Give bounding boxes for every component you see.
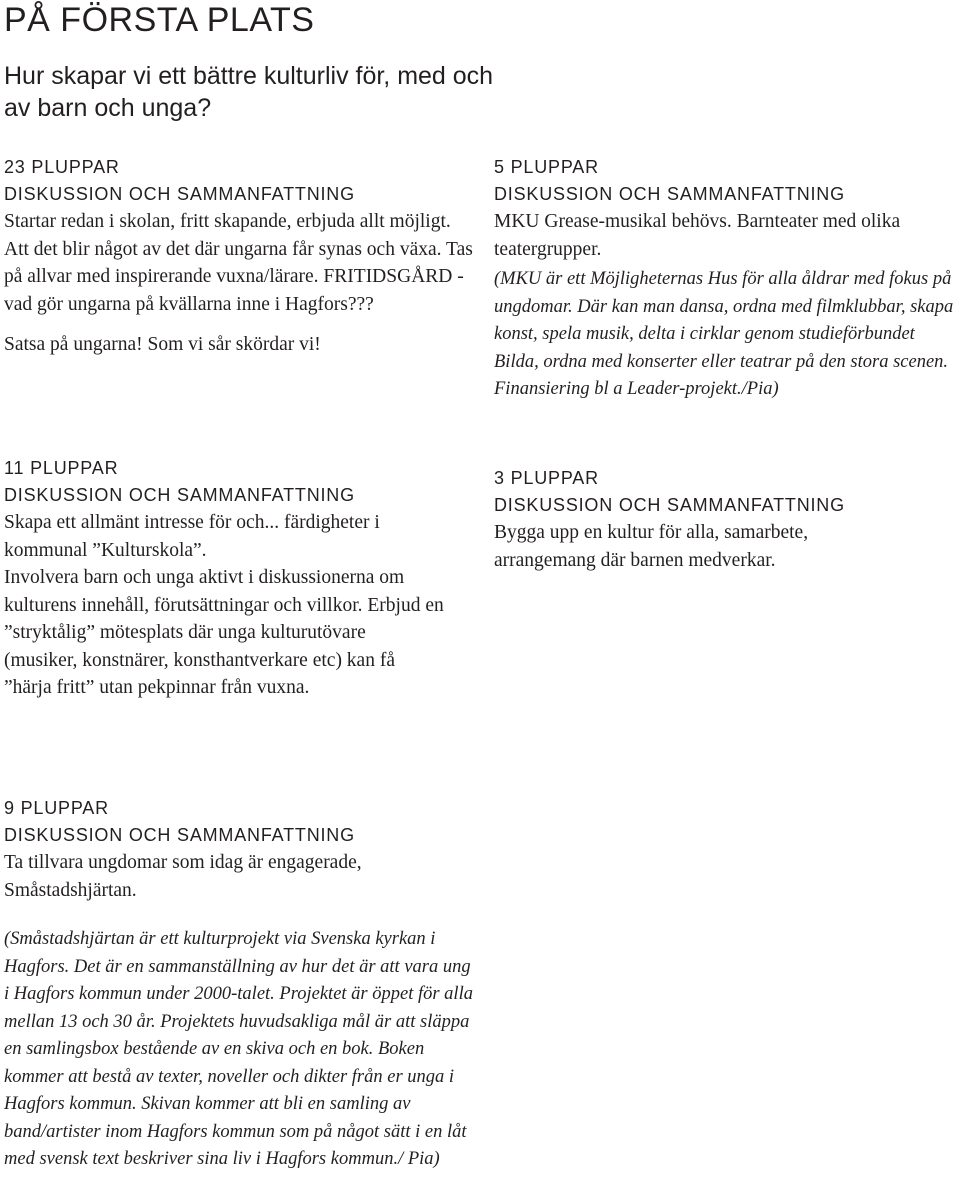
section-3-pluppar (494, 465, 874, 574)
plupp-count: 9 PLUPPAR (4, 798, 109, 818)
section-text: Bygga upp en kultur för alla, samarbete, arrangemang där barnen medverkar. (494, 522, 809, 571)
plupp-count: 5 PLUPPAR (494, 157, 599, 177)
page-title: PÅ FÖRSTA PLATS (4, 1, 315, 39)
section-text-2: Satsa på ungarna! Som vi sår skördar vi! (4, 334, 321, 355)
section-heading: DISKUSSION OCH SAMMANFATTNING (4, 184, 355, 204)
section-heading: DISKUSSION OCH SAMMANFATTNING (4, 485, 355, 505)
section-text: MKU Grease-musikal behövs. Barnteater med olika teatergrupper. (494, 211, 901, 260)
section-9-pluppar (4, 795, 476, 1174)
section-heading: DISKUSSION OCH SAMMANFATTNING (4, 825, 355, 845)
page-subtitle: Hur skapar vi ett bättre kulturliv för, med och av barn och unga? (4, 62, 494, 122)
plupp-count: 23 PLUPPAR (4, 157, 120, 177)
section-5-pluppar (494, 154, 956, 404)
section-text: Ta tillvara ungdomar som idag är engagerade, Småstadshjärtan. (4, 852, 362, 901)
section-11-pluppar (4, 455, 444, 702)
section-heading: DISKUSSION OCH SAMMANFATTNING (494, 495, 845, 515)
section-text-2: Involvera barn och unga aktivt i diskussionerna om kulturens innehåll, förutsättningar och villkor. Erbjud en ”stryktålig” mötesplats där unga kulturutövare (musiker, konstnärer, konsthantverkare etc) kan få ”härja fritt” utan pekpinnar från vuxna. (4, 567, 444, 698)
section-text: Skapa ett allmänt intresse för och... färdigheter i kommunal ”Kulturskola”. (4, 512, 380, 561)
section-23-pluppar (4, 154, 474, 359)
section-note: (Småstadshjärtan är ett kulturprojekt via Svenska kyrkan i Hagfors. Det är en sammanställning av hur det är att vara ung i Hagfors kommun under 2000-talet. Projektet är öppet för alla mellan 13 och 30 år. Projektets huvudsakliga mål är att släppa en samlingsbox bestående av en skiva och en bok. Boken kommer att bestå av texter, noveller och dikter från er unga i Hagfors kommun. Skivan kommer att bli en samling av band/artister inom Hagfors kommun som på något sätt i en låt med svensk text beskriver sina liv i Hagfors kommun./ Pia) (4, 929, 473, 1169)
section-heading: DISKUSSION OCH SAMMANFATTNING (494, 184, 845, 204)
section-text: Startar redan i skolan, fritt skapande, erbjuda allt möjligt. Att det blir något av det där ungarna får synas och växa. Tas på allvar med inspirerande vuxna/lärare. FRITIDSGÅRD - vad gör ungarna på kvällarna inne i Hagfors??? (4, 211, 473, 315)
plupp-count: 11 PLUPPAR (4, 458, 119, 478)
plupp-count: 3 PLUPPAR (494, 468, 599, 488)
section-note: (MKU är ett Möjligheternas Hus för alla åldrar med fokus på ungdomar. Där kan man dansa, ordna med filmklubbar, skapa konst, spela musik, delta i cirklar genom studieförbundet Bilda, ordna med konserter eller teatrar på den stora scenen. Finansiering bl a Leader-projekt./Pia) (494, 269, 954, 399)
